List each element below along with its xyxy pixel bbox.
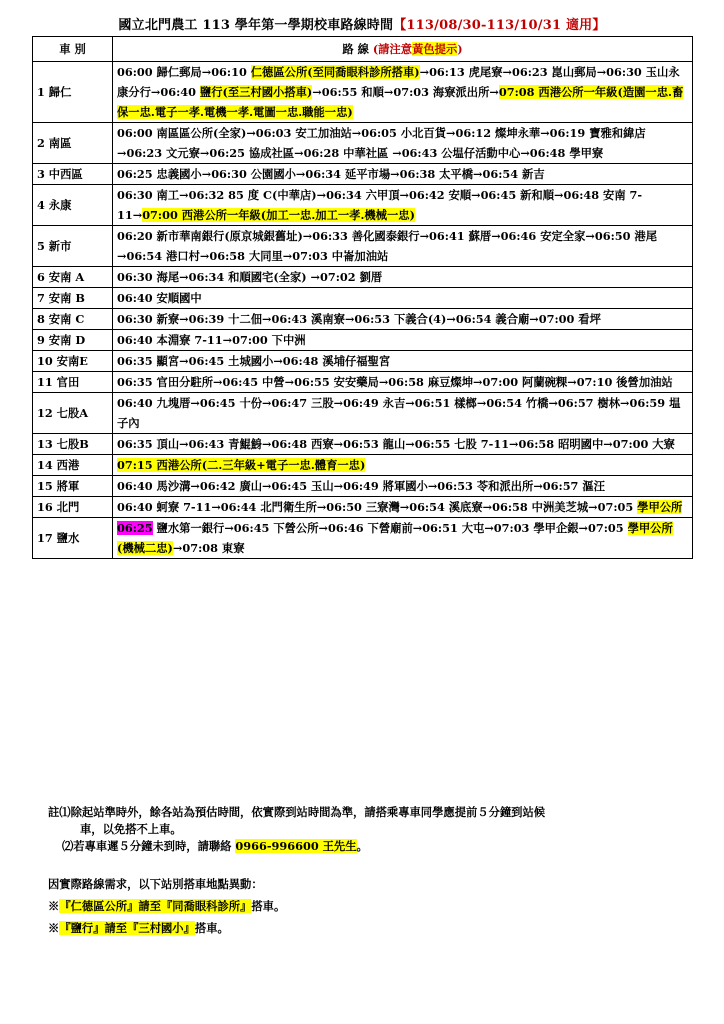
route-path-cell — [113, 497, 693, 518]
route-segment: 06:25 忠義國小→06:30 公園國小→06:34 延平市場→06:38 太平橋→06:54 新吉 — [117, 167, 545, 181]
table-row — [33, 455, 693, 476]
route-segment: 06:40 馬沙溝→06:42 廣山→06:45 玉山→06:49 將軍國小→06:53 苓和派出所→06:57 漚汪 — [117, 479, 605, 493]
route-segment: 06:35 官田分駐所→06:45 中營→06:55 安安藥局→06:58 麻豆燦坤→07:00 阿蘭碗粿→07:10 後營加油站 — [117, 375, 673, 389]
route-table-body — [33, 62, 693, 559]
table-row — [33, 393, 693, 434]
hint-highlight: 黃色提示 — [412, 42, 458, 56]
route-name-cell: 16 北門 — [33, 497, 113, 518]
table-row — [33, 518, 693, 559]
route-path-cell — [113, 309, 693, 330]
route-name-cell: 9 安南 D — [33, 330, 113, 351]
route-segment: 06:20 新市華南銀行(原京城銀舊址)→06:33 善化國泰銀行→06:41 蘇厝→06:46 安定全家→06:50 港尾→06:54 港口村→06:58 大同里→07:03 中崙加油站 — [117, 229, 657, 263]
route-path-cell — [113, 62, 693, 123]
route-segment: 06:30 海尾→06:34 和順國宅(全家) →07:02 劉厝 — [117, 270, 383, 284]
table-row — [33, 123, 693, 164]
route-name-cell: 5 新市 — [33, 226, 113, 267]
route-path-cell — [113, 393, 693, 434]
route-name-cell: 8 安南 C — [33, 309, 113, 330]
route-path-cell — [113, 434, 693, 455]
route-segment: 06:00 歸仁郵局→06:10 — [117, 65, 251, 79]
route-path-cell — [113, 330, 693, 351]
table-row — [33, 330, 693, 351]
table-row — [33, 288, 693, 309]
table-row — [33, 185, 693, 226]
note-2-suffix: 。 — [356, 839, 368, 853]
route-path-cell — [113, 518, 693, 559]
route-name-cell: 13 七股B — [33, 434, 113, 455]
route-name-cell: 1 歸仁 — [33, 62, 113, 123]
route-segment: 06:30 新寮→06:39 十二佃→06:43 溪南寮→06:53 下義合(4)→06:54 義合廟→07:00 看坪 — [117, 312, 601, 326]
table-row — [33, 309, 693, 330]
change-item-2 — [48, 917, 688, 939]
route-name-cell: 4 永康 — [33, 185, 113, 226]
highlighted-stop: 06:25 — [117, 521, 153, 535]
route-path-cell — [113, 372, 693, 393]
change-item-1-highlight: 『仁德區公所』請至『同喬眼科診所』 — [59, 899, 252, 913]
route-name-cell: 7 安南 B — [33, 288, 113, 309]
route-path-cell — [113, 267, 693, 288]
route-segment: →06:13 虎尾寮→06:23 崑山郵局→06:30 玉山永康分行→06:40 — [117, 65, 680, 99]
change-item-2-mark: ※ — [48, 921, 60, 935]
route-name-cell: 11 官田 — [33, 372, 113, 393]
table-row — [33, 476, 693, 497]
route-segment: 06:40 九塊厝→06:45 十份→06:47 三股→06:49 永吉→06:51 樣榔→06:54 竹橋→06:57 樹林→06:59 塭子內 — [117, 396, 681, 430]
change-item-1-mark: ※ — [48, 899, 60, 913]
header-path-hint: (請注意黃色提示) — [372, 42, 463, 56]
route-name-cell: 6 安南 A — [33, 267, 113, 288]
route-table — [32, 36, 693, 559]
route-path-cell — [113, 288, 693, 309]
route-segment: 06:40 蚵寮 7-11→06:44 北門衛生所→06:50 三寮灣→06:54 溪底寮→06:58 中洲美芝城→07:05 — [117, 500, 638, 514]
table-row — [33, 267, 693, 288]
highlighted-stop: 07:08 西港公所一年級(造園一忠.畜保一忠.電子一孝.電機一孝.電圖一忠.職能一忠) — [117, 85, 684, 119]
table-header-row — [33, 37, 693, 62]
table-row — [33, 351, 693, 372]
route-segment: →07:08 東寮 — [172, 541, 245, 555]
table-row — [33, 434, 693, 455]
table-row — [33, 372, 693, 393]
highlighted-stop: 學甲公所 — [637, 500, 683, 514]
route-segment: 鹽水第一銀行→06:45 下營公所→06:46 下營廟前→06:51 大屯→07:03 學甲企銀→07:05 — [152, 521, 628, 535]
title-prefix: 國立北門農工 113 學年第一學期校車路線時間 — [118, 18, 394, 33]
route-name-cell: 14 西港 — [33, 455, 113, 476]
route-name-cell: 17 鹽水 — [33, 518, 113, 559]
route-name-cell: 3 中西區 — [33, 164, 113, 185]
contact-phone: 0966-996600 王先生 — [235, 839, 357, 853]
header-path-label: 路 線 — [342, 42, 369, 56]
change-notice — [48, 873, 688, 939]
route-name-cell: 15 將軍 — [33, 476, 113, 497]
change-item-2-highlight: 『鹽行』請至『三村國小』 — [59, 921, 195, 935]
highlighted-stop: 07:00 西港公所一年級(加工一忠.加工一孝.機械一忠) — [142, 208, 415, 222]
route-path-cell — [113, 226, 693, 267]
route-path-cell — [113, 476, 693, 497]
route-segment: 06:35 顯宮→06:45 土城國小→06:48 溪埔仔福聖宮 — [117, 354, 391, 368]
title-date-range: 【113/08/30-113/10/31 適用】 — [393, 18, 606, 33]
route-segment: →06:55 和順→07:03 海寮派出所→ — [312, 85, 499, 99]
notes-section — [48, 804, 688, 855]
change-intro: 因實際路線需求，以下站別搭車地點異動： — [48, 877, 263, 891]
change-item-2-suffix: 搭車。 — [194, 921, 229, 935]
route-path-cell — [113, 123, 693, 164]
route-name-cell: 2 南區 — [33, 123, 113, 164]
page-title — [0, 14, 724, 33]
highlighted-stop: 仁德區公所(至同喬眼科診所搭車) — [250, 65, 420, 79]
route-path-cell — [113, 351, 693, 372]
header-route-name: 車 別 — [33, 37, 113, 62]
route-name-cell: 12 七股A — [33, 393, 113, 434]
route-segment: 06:40 安順國中 — [117, 291, 202, 305]
note-2-prefix: ⑵若專車遲５分鐘未到時，請聯絡 — [62, 839, 236, 853]
route-segment: 06:40 本淵寮 7-11→07:00 下中洲 — [117, 333, 306, 347]
route-path-cell — [113, 185, 693, 226]
header-route-path — [113, 37, 693, 62]
change-item-1-suffix: 搭車。 — [251, 899, 286, 913]
route-path-cell — [113, 455, 693, 476]
route-segment: 06:30 南工→06:32 85 度 C(中華店)→06:34 六甲頂→06:42 安順→06:45 新和順→06:48 安南 7-11→ — [117, 188, 643, 222]
route-segment: 06:35 頂山→06:43 青鯤鯓→06:48 西寮→06:53 龍山→06:55 七股 7-11→06:58 昭明國中→07:00 大寮 — [117, 437, 675, 451]
note-1-line-2: 車，以免搭不上車。 — [80, 822, 182, 836]
route-path-cell — [113, 164, 693, 185]
route-segment: 06:00 南區區公所(全家)→06:03 安工加油站→06:05 小北百貨→06:12 燦坤永華→06:19 寶雅和緯店→06:23 文元寮→06:25 協成社區→06:28 中華社區 →06:43 公塭仔活動中心→06:48 學甲寮 — [117, 126, 646, 160]
table-row — [33, 226, 693, 267]
route-name-cell: 10 安南E — [33, 351, 113, 372]
change-item-1 — [48, 895, 688, 917]
table-row — [33, 164, 693, 185]
table-row — [33, 497, 693, 518]
note-2 — [48, 838, 688, 855]
table-row — [33, 62, 693, 123]
highlighted-stop: 07:15 西港公所(二.三年級+電子一忠.體育一忠) — [117, 458, 366, 472]
note-1-line-1: 註⑴除起站準時外，餘各站為預估時間，依實際到站時間為準，請搭乘專車同學應提前５分鐘到站候 — [48, 805, 546, 819]
highlighted-stop: 學甲公所(機械二忠) — [117, 521, 673, 555]
highlighted-stop: 鹽行(至三村國小搭車) — [199, 85, 313, 99]
